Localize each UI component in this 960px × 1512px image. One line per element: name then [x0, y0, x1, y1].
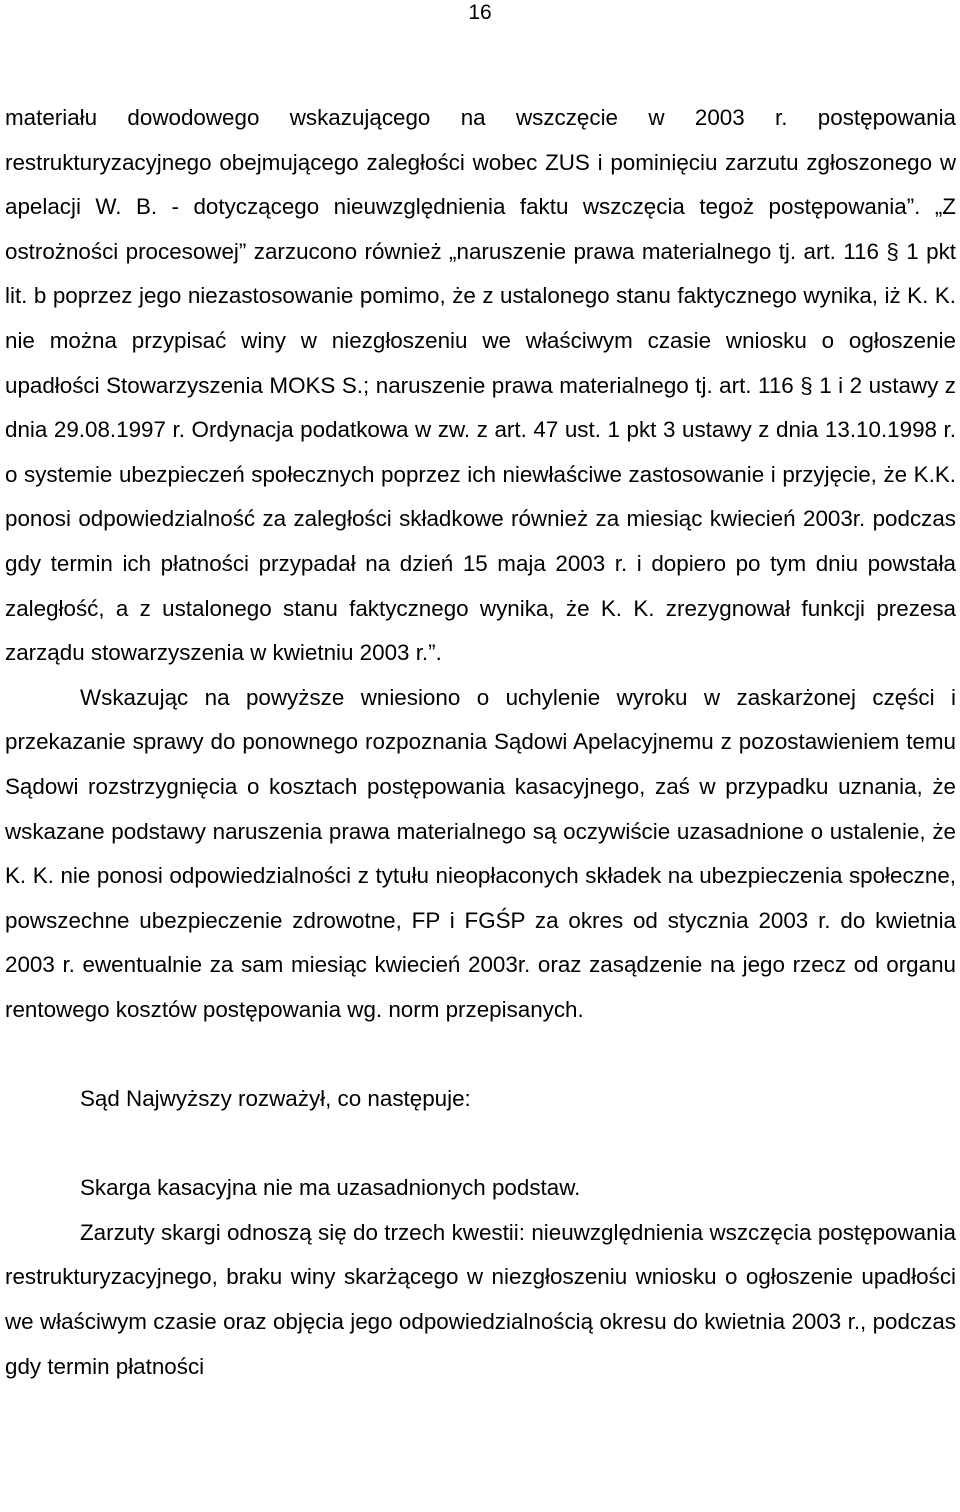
paragraph-spacer — [5, 1032, 956, 1077]
paragraph-appeal-charges: materiału dowodowego wskazującego na wszczęcie w 2003 r. postępowania restrukturyzacyjnego obejmującego zaległości wobec ZUS i pominięciu zarzutu zgłoszonego w apelacji W. B. - dotyczącego nieuwzględnienia faktu wszczęcia tegoż postępowania”. „Z ostrożności procesowej” zarzucono również „naruszenie prawa materialnego tj. art. 116 § 1 pkt lit. b poprzez jego niezastosowanie pomimo, że z ustalonego stanu faktycznego wynika, iż K. K. nie można przypisać winy w niezgłoszeniu we właściwym czasie wniosku o ogłoszenie upadłości Stowarzyszenia MOKS S.; naruszenie prawa materialnego tj. art. 116 § 1 i 2 ustawy z dnia 29.08.1997 r. Ordynacja podatkowa w zw. z art. 47 ust. 1 pkt 3 ustawy z dnia 13.10.1998 r. o systemie ubezpieczeń społecznych poprzez ich niewłaściwe zastosowanie i przyjęcie, że K.K. ponosi odpowiedzialność za zaległości składkowe również za miesiąc kwiecień 2003r. podczas gdy termin ich płatności przypadał na dzień 15 maja 2003 r. i dopiero po tym dniu powstała zaległość, a z ustalonego stanu faktycznego wynika, że K. K. zrezygnował funkcji prezesa zarządu stowarzyszenia w kwietniu 2003 r.”. — [5, 105, 956, 666]
paragraph-court-considered: Sąd Najwyższy rozważył, co następuje: — [80, 1086, 471, 1112]
page-number: 16 — [468, 1, 492, 24]
paragraph-spacer — [5, 1122, 956, 1167]
paragraph-complaint-issues: Zarzuty skargi odnoszą się do trzech kwestii: nieuwzględnienia wszczęcia postępowania restrukturyzacyjnego, braku winy skarżącego w niezgłoszeniu wniosku o ogłoszenie upadłości we właściwym czasie oraz objęcia jego odpowiedzialnością okresu do kwietnia 2003 r., podczas gdy termin płatności — [5, 1219, 956, 1379]
document-body — [5, 96, 956, 1389]
paragraph-appeal-requests: Wskazując na powyższe wniesiono o uchylenie wyroku w zaskarżonej części i przekazanie sprawy do ponownego rozpoznania Sądowi Apelacyjnemu z pozostawieniem temu Sądowi rozstrzygnięcia o kosztach postępowania kasacyjnego, zaś w przypadku uznania, że wskazane podstawy naruszenia prawa materialnego są oczywiście uzasadnione o ustalenie, że K. K. nie ponosi odpowiedzialności z tytułu nieopłaconych składek na ubezpieczenia społeczne, powszechne ubezpieczenie zdrowotne, FP i FGŚP za okres od stycznia 2003 r. do kwietnia 2003 r. ewentualnie za sam miesiąc kwiecień 2003r. oraz zasądzenie na jego rzecz od organu rentowego kosztów postępowania wg. norm przepisanych. — [5, 684, 956, 1022]
paragraph-complaint-unfounded: Skarga kasacyjna nie ma uzasadnionych podstaw. — [80, 1175, 581, 1201]
